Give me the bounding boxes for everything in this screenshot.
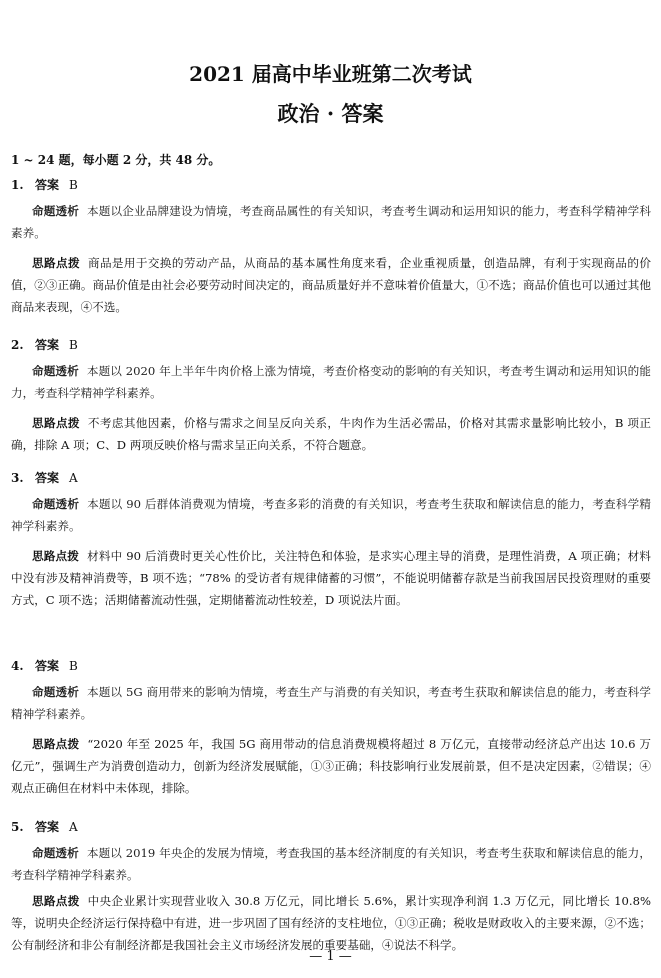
guidance-label: 思路点拨 xyxy=(32,549,80,563)
guidance-text: 中央企业累计实现营业收入 30.8 万亿元，同比增长 5.6%，累计实现净利润 1.3 万亿元，同比增长 10.8% 等，说明央企经济运行保持稳中有进，进一步巩固了国有经济的支柱地位，①③正确；税收是财政收入的主要来源，②不选；公有制经济和非公有制经济都是我国社会主义市场经济发展的重要基础，④说法不科学。 xyxy=(11,894,651,952)
exam-title: 2021 届高中毕业班第二次考试 xyxy=(189,62,472,86)
question-number: 5. xyxy=(11,820,24,834)
question-header xyxy=(11,336,651,354)
answer-letter: A xyxy=(69,471,78,485)
analysis-label: 命题透析 xyxy=(32,846,79,860)
guidance-paragraph xyxy=(11,890,651,956)
guidance-paragraph xyxy=(11,412,651,456)
answer-letter: B xyxy=(69,659,78,673)
analysis-paragraph xyxy=(11,681,651,725)
question-header xyxy=(11,469,651,487)
answer-label: 答案 xyxy=(35,820,60,834)
guidance-paragraph xyxy=(11,545,651,611)
analysis-text: 本题以企业品牌建设为情境，考查商品属性的有关知识，考查考生调动和运用知识的能力，考查科学精神学科素养。 xyxy=(11,204,651,240)
question-header xyxy=(11,818,651,836)
answer-label: 答案 xyxy=(35,659,60,673)
question-1 xyxy=(11,176,651,318)
guidance-text: 不考虑其他因素，价格与需求之间呈反向关系，牛肉作为生活必需品，价格对其需求量影响比较小，B 项正确，排除 A 项；C、D 两项反映价格与需求呈正向关系，不符合题意。 xyxy=(11,416,651,452)
answer-label: 答案 xyxy=(35,338,60,352)
answer-letter: B xyxy=(69,178,78,192)
question-number: 3. xyxy=(11,471,24,485)
analysis-text: 本题以 2019 年央企的发展为情境，考查我国的基本经济制度的有关知识，考查考生获取和解读信息的能力，考查科学精神学科素养。 xyxy=(11,846,651,882)
analysis-label: 命题透析 xyxy=(32,497,80,511)
guidance-paragraph xyxy=(11,733,651,799)
guidance-label: 思路点拨 xyxy=(32,894,80,908)
guidance-label: 思路点拨 xyxy=(32,256,80,270)
question-2 xyxy=(11,336,651,456)
section-intro: 1 ~ 24 题，每小题 2 分，共 48 分。 xyxy=(11,153,221,167)
question-number: 2. xyxy=(11,338,24,352)
analysis-paragraph xyxy=(11,200,651,244)
question-5 xyxy=(11,818,651,956)
question-header xyxy=(11,176,651,194)
guidance-paragraph xyxy=(11,252,651,318)
question-3 xyxy=(11,469,651,611)
analysis-paragraph xyxy=(11,360,651,404)
question-number: 4. xyxy=(11,659,24,673)
analysis-label: 命题透析 xyxy=(32,685,79,699)
analysis-paragraph xyxy=(11,493,651,537)
analysis-label: 命题透析 xyxy=(32,364,79,378)
analysis-text: 本题以 2020 年上半年牛肉价格上涨为情境，考查价格变动的影响的有关知识，考查考生调动和运用知识的能力，考查科学精神学科素养。 xyxy=(11,364,651,400)
page-number: — 1 — xyxy=(309,949,352,964)
question-header xyxy=(11,657,651,675)
analysis-text: 本题以 5G 商用带来的影响为情境，考查生产与消费的有关知识，考查考生获取和解读信息的能力，考查科学精神学科素养。 xyxy=(11,685,651,721)
guidance-text: “2020 年至 2025 年，我国 5G 商用带动的信息消费规模将超过 8 万亿元，直接带动经济总产出达 10.6 万亿元”，强调生产为消费创造动力，创新为经济发展赋能，①③正确；科技影响行业发展前景，但不是决定因素，②错误；④观点正确但在材料中未体现，排除。 xyxy=(11,737,651,795)
question-number: 1. xyxy=(11,178,24,192)
answer-label: 答案 xyxy=(35,471,60,485)
answer-letter: B xyxy=(69,338,78,352)
answer-label: 答案 xyxy=(35,178,60,192)
question-4 xyxy=(11,657,651,799)
analysis-text: 本题以 90 后群体消费观为情境，考查多彩的消费的有关知识，考查考生获取和解读信息的能力，考查科学精神学科素养。 xyxy=(11,497,651,533)
answer-letter: A xyxy=(69,820,78,834)
guidance-label: 思路点拨 xyxy=(32,737,80,751)
guidance-text: 商品是用于交换的劳动产品，从商品的基本属性角度来看，企业重视质量，创造品牌，有利于实现商品的价值，②③正确。商品价值是由社会必要劳动时间决定的，商品质量好并不意味着价值量大，①不选；商品价值也可以通过其他商品来表现，④不选。 xyxy=(11,256,651,314)
guidance-label: 思路点拨 xyxy=(32,416,80,430)
exam-subtitle: 政治 · 答案 xyxy=(277,101,384,126)
guidance-text: 材料中 90 后消费时更关心性价比，关注特色和体验，是求实心理主导的消费，是理性消费，A 项正确；材料中没有涉及精神消费等，B 项不选；“78% 的受访者有规律储蓄的习惯”，不能说明储蓄存款是当前我国居民投资理财的重要方式，C 项不选；活期储蓄流动性强，定期储蓄流动性较差，D 项说法片面。 xyxy=(11,549,651,607)
analysis-label: 命题透析 xyxy=(32,204,80,218)
analysis-paragraph xyxy=(11,842,651,886)
